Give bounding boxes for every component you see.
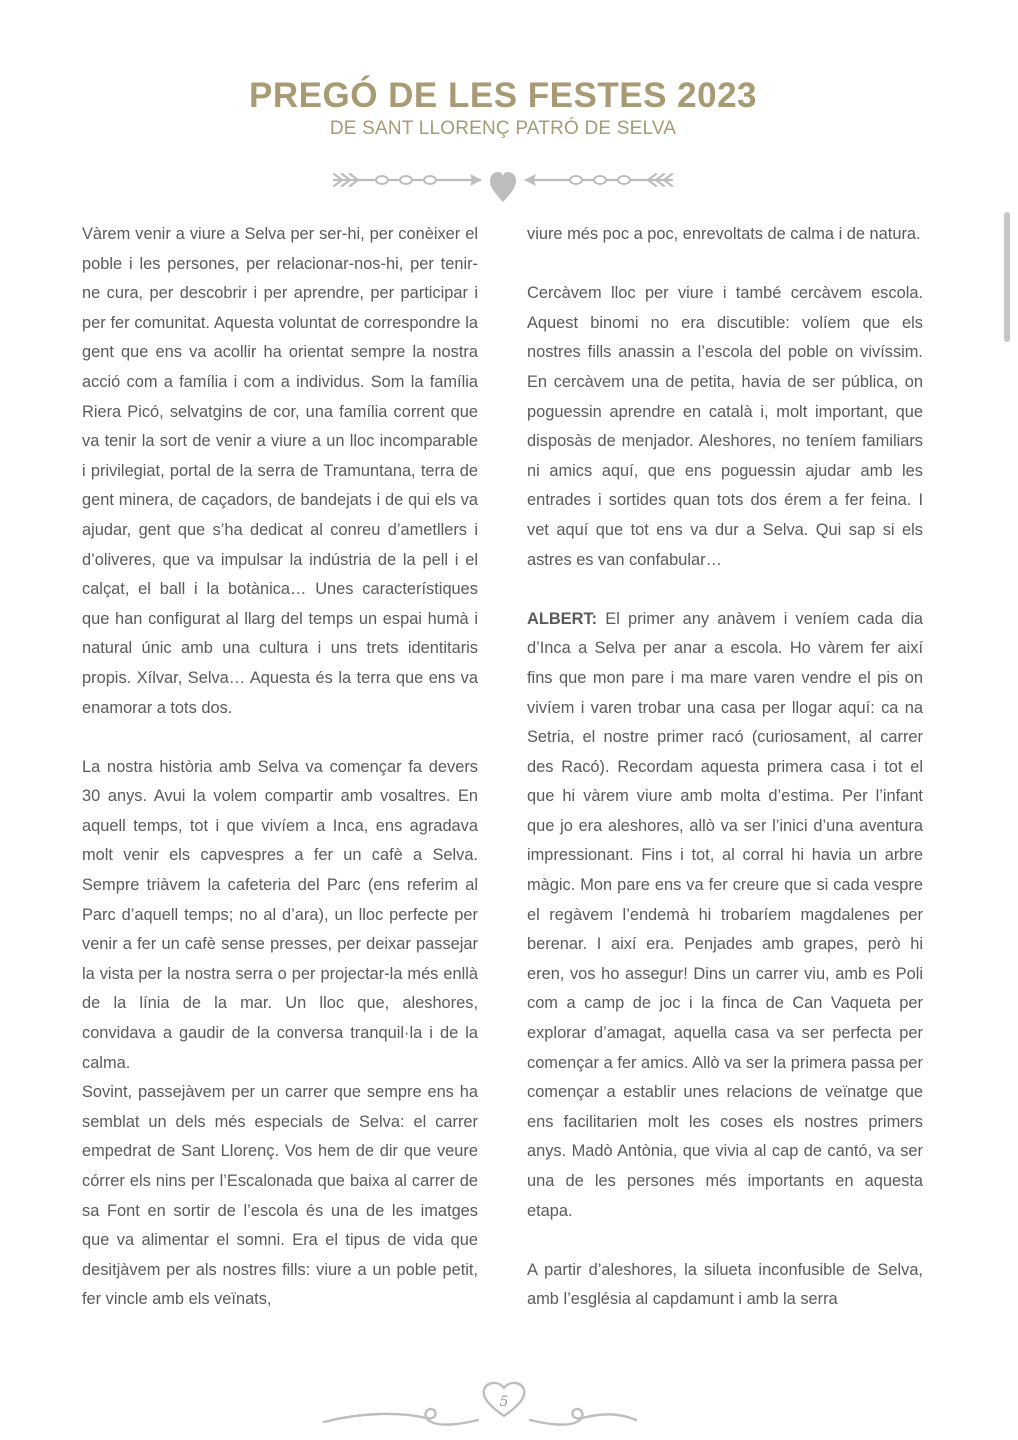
scrollbar-thumb[interactable] xyxy=(1004,212,1010,342)
paragraph xyxy=(527,605,923,1226)
paragraph: viure més poc a poc, enrevoltats de calma i de natura. xyxy=(527,225,921,243)
paragraph: La nostra història amb Selva va començar fa devers 30 anys. Avui la volem compartir amb vosaltres. En aquell temps, tot i que vivíem a Inca, ens agradava molt venir els capvespres a fer un cafè a Selva. Sempre triàvem la cafeteria del Parc (ens referim al Parc d’aquell temps; no al d’ara), un lloc perfecte per venir a fer un cafè sense presses, per deixar passejar la vista per la nostra serra o per projectar-la més enllà de la línia de la mar. Un lloc que, aleshores, convidava a gaudir de la conversa tranquil·la i de la calma. xyxy=(82,757,478,1072)
paragraph: A partir d’aleshores, la silueta inconfusible de Selva, amb l’església al capdamunt i amb la serra xyxy=(527,1260,923,1309)
paragraph-text: El primer any anàvem i veníem cada dia d’Inca a Selva per anar a escola. Ho vàrem fer així fins que mon pare i ma mare varen vendre el pis on vivíem i varen trobar una casa per llogar aquí: ca na Setria, el nostre primer racó (curiosament, al carrer des Racó). Recordam aquesta primera casa i tot el que hi vàrem viure amb molta d’estima. Per l’infant que jo era aleshores, allò va ser l’inici d’una aventura impressionant. Fins i tot, al corral hi havia un arbre màgic. Mon pare ens va fer creure que si cada vespre el regàvem l’endemà hi trobaríem magdalenes per berenar. I així era. Penjades amb grapes, però hi eren, vos ho assegur! Dins un carrer viu, amb es Poli com a camp de joc i la finca de Can Vaqueta per explorar d’amagat, aquella casa va ser perfecta per començar a fer amics. Allò va ser la primera passa per començar a establir unes relacions de veïnatge que ens facilitarien molt les coses els nostres primers anys. Madò Antònia, que vivia al cap de cantó, va ser una de les persones més importants en aquesta etapa. xyxy=(527,609,923,1220)
page-number: 5 xyxy=(499,1394,509,1410)
page-title: PREGÓ DE LES FESTES 2023 xyxy=(249,76,757,115)
paragraph: Vàrem venir a viure a Selva per ser-hi, per conèixer el poble i les persones, per relacionar-nos-hi, per tenir-ne cura, per descobrir i per aprendre, per participar i per fer comunitat. Aquesta voluntat de correspondre la gent que ens va acollir ha orientat sempre la nostra acció com a família i com a individus. Som la família Riera Picó, selvatgins de cor, una família corrent que va tenir la sort de venir a viure a un lloc incomparable i privilegiat, portal de la serra de Tramuntana, terra de gent minera, de caçadors, de bandejats i de qui els va ajudar, gent que s’ha dedicat al conreu d’ametllers i d’oliveres, que va impulsar la indústria de la pell i el calçat, el ball i la botànica… Unes característiques que han configurat al llarg del temps un espai humà i natural únic amb una cultura i uns trets identitaris propis. Xílvar, Selva… Aquesta és la terra que ens va enamorar a tots dos. xyxy=(82,225,478,717)
text-column-left xyxy=(82,220,478,1315)
arrows-heart-divider-icon xyxy=(330,166,676,206)
heart-swirl-ornament-icon xyxy=(322,1378,638,1434)
page-subtitle: DE SANT LLORENÇ PATRÓ DE SELVA xyxy=(329,118,677,139)
speaker-label: ALBERT: xyxy=(527,609,598,628)
paragraph: Cercàvem lloc per viure i també cercàvem escola. Aquest binomi no era discutible: volíem que els nostres fills anassin a l’escola del poble on vivíssim. En cercàvem una de petita, havia de ser pública, on poguessin aprendre en català i, molt important, que disposàs de menjador. Aleshores, no teníem familiars ni amics aquí, que ens poguessin ajudar amb les entrades i sortides quan tots dos érem a fer feina. I vet aquí que tot ens va dur a Selva. Qui sap si els astres es van confabular… xyxy=(527,284,923,569)
paragraph: Sovint, passejàvem per un carrer que sempre ens ha semblat un dels més especials de Selva: el carrer empedrat de Sant Llorenç. Vos hem de dir que veure córrer els nins per l’Escalonada que baixa al carrer de sa Font en sortir de l’escola és una de les imatges que va alimentar el somni. Era el tipus de vida que desitjàvem per als nostres fills: viure a un poble petit, fer vincle amb els veïnats, xyxy=(82,1083,478,1309)
text-column-right xyxy=(527,220,923,1315)
